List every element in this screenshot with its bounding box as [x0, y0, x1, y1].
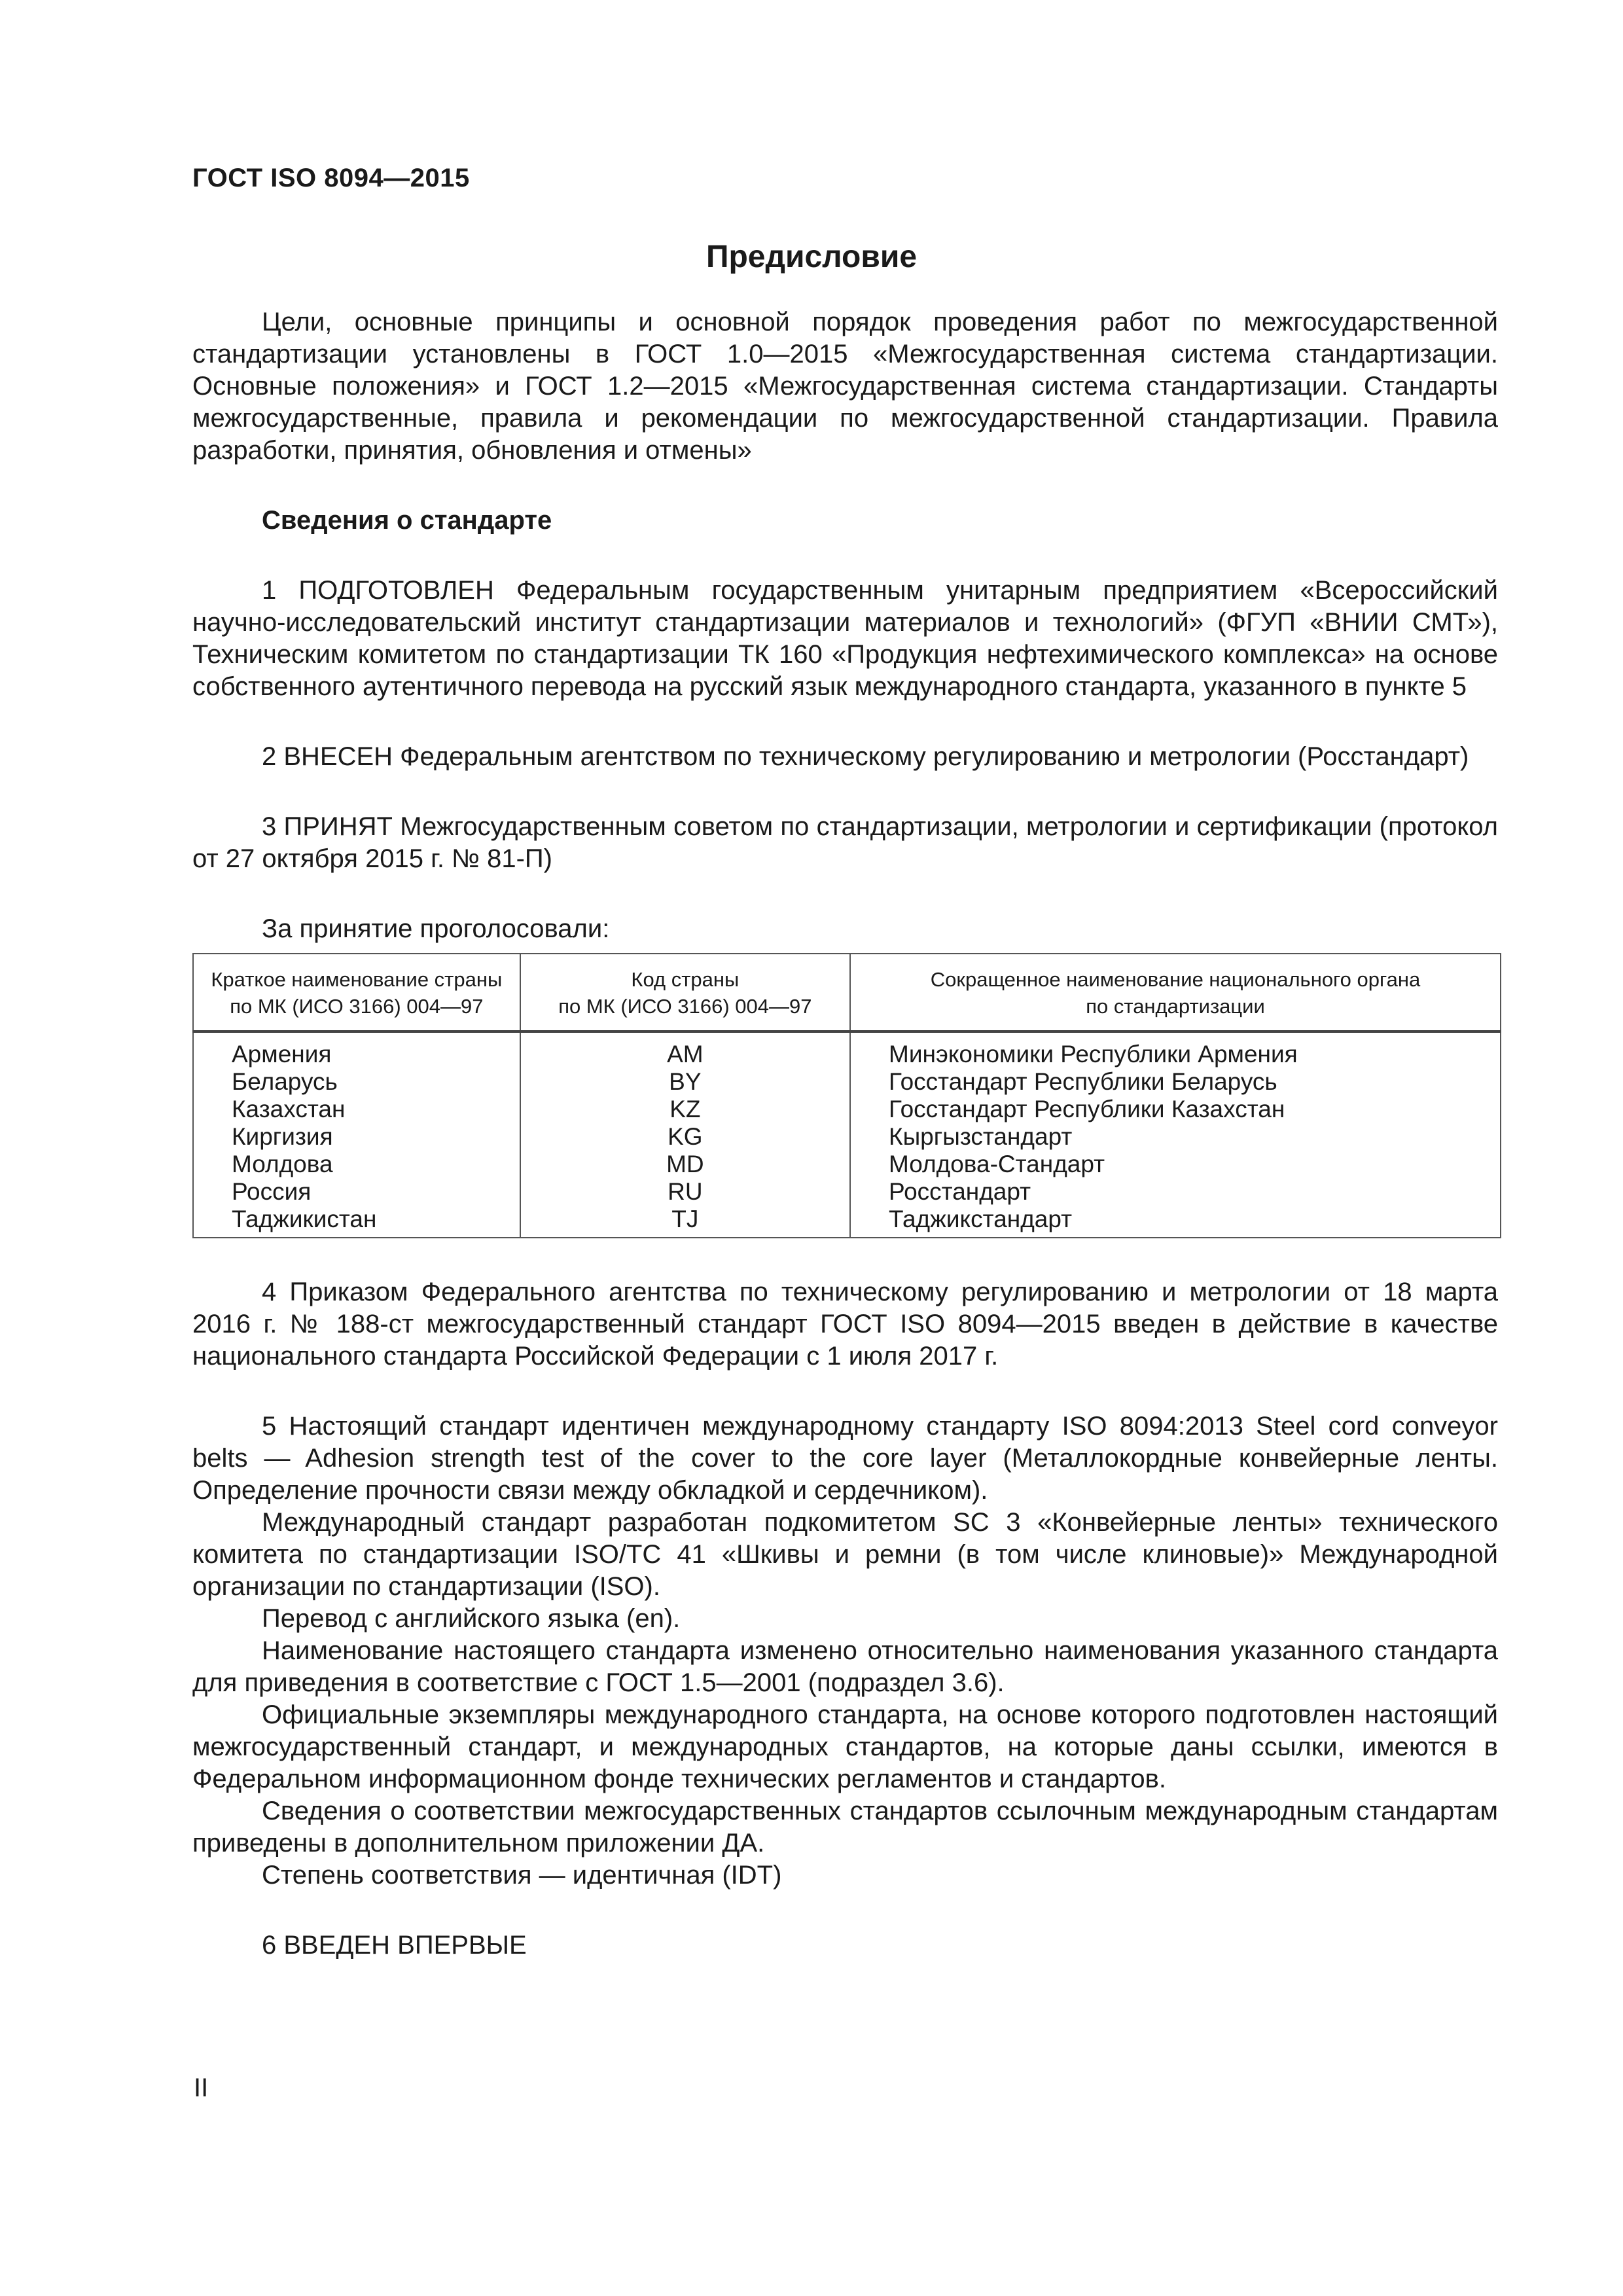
- standards-body: Молдова-Стандарт: [850, 1151, 1501, 1178]
- document-body: [192, 306, 1498, 1962]
- item-5-translation-paragraph: Перевод с английского языка (en).: [262, 1604, 681, 1633]
- table-row: [193, 1206, 1501, 1238]
- standards-body: Госстандарт Республики Казахстан: [850, 1096, 1501, 1123]
- standards-body: Минэкономики Республики Армения: [850, 1031, 1501, 1068]
- country-name: Армения: [193, 1031, 520, 1068]
- country-code: AM: [520, 1031, 850, 1068]
- item-5-annex-paragraph: Сведения о соответствии межгосударственных стандартов ссылочным международным стандартам приведены в дополнительном приложении ДА.: [192, 1797, 1498, 1857]
- item-2-paragraph: 2 ВНЕСЕН Федеральным агентством по техническому регулированию и метрологии (Росстандарт): [262, 742, 1469, 771]
- standards-body: Росстандарт: [850, 1178, 1501, 1206]
- country-code: BY: [520, 1068, 850, 1096]
- table-row: [193, 1096, 1501, 1123]
- item-5-copies-paragraph: Официальные экземпляры международного стандарта, на основе которого подготовлен настоящий межгосударственный стандарт, и международных стандартов, на которые даны ссылки, имеются в Федеральном информационном фонде технических регламентов и стандартов.: [192, 1700, 1498, 1793]
- intro-paragraph: Цели, основные принципы и основной порядок проведения работ по межгосударственной стандартизации установлены в ГОСТ 1.0—2015 «Межгосударственная система стандартизации. Основные положения» и ГОСТ 1.2—2015 «Межгосударственная система стандартизации. Стандарты межгосударственные, правила и рекомендации по межгосударственной стандартизации. Правила разработки, принятия, обновления и отмены»: [192, 308, 1498, 465]
- country-code: MD: [520, 1151, 850, 1178]
- section-heading: Сведения о стандарте: [262, 506, 552, 535]
- country-name: Киргизия: [193, 1123, 520, 1151]
- item-5-title-change-paragraph: Наименование настоящего стандарта изменено относительно наименования указанного стандарта для приведения в соответствие с ГОСТ 1.5—2001 (подраздел 3.6).: [192, 1636, 1498, 1697]
- page-number: II: [194, 2073, 209, 2102]
- country-name: Казахстан: [193, 1096, 520, 1123]
- item-5-paragraph: 5 Настоящий стандарт идентичен международному стандарту ISO 8094:2013 Steel cord conveyor belts — Adhesion strength test of the cover to the core layer (Металлокордные конвейерные ленты. Определение прочности связи между обкладкой и сердечником).: [192, 1412, 1498, 1505]
- country-name: Россия: [193, 1178, 520, 1206]
- item-1-paragraph: 1 ПОДГОТОВЛЕН Федеральным государственным унитарным предприятием «Всероссийский научно-исследовательский институт стандартизации материалов и технологий» (ФГУП «ВНИИ СМТ»), Техническим комитетом по стандартизации ТК 160 «Продукция нефтехимического комплекса» на основе собственного аутентичного перевода на русский язык международного стандарта, указанного в пункте 5: [192, 576, 1498, 701]
- item-5-conformity-paragraph: Степень соответствия — идентичная (IDT): [262, 1861, 782, 1890]
- standards-body: Госстандарт Республики Беларусь: [850, 1068, 1501, 1096]
- item-4-paragraph: 4 Приказом Федерального агентства по техническому регулированию и метрологии от 18 марта 2016 г. № 188-ст межгосударственный стандарт ГОСТ ISO 8094—2015 введен в действие в качестве национального стандарта Российской Федерации с 1 июля 2017 г.: [192, 1278, 1498, 1371]
- voting-countries-table: [192, 953, 1501, 1238]
- table-row: [193, 1178, 1501, 1206]
- table-row: [193, 1068, 1501, 1096]
- country-code: RU: [520, 1178, 850, 1206]
- table-header-body: Сокращенное наименование национального органа по стандартизации: [850, 954, 1501, 1031]
- table-header-country: Краткое наименование страны по МК (ИСО 3166) 004—97: [193, 954, 520, 1031]
- country-name: Молдова: [193, 1151, 520, 1178]
- page-title: Предисловие: [705, 240, 918, 274]
- document-code-header: ГОСТ ISO 8094—2015: [192, 164, 470, 192]
- country-name: Таджикистан: [193, 1206, 520, 1238]
- table-header-row: [193, 954, 1501, 1031]
- country-name: Беларусь: [193, 1068, 520, 1096]
- standards-body: Кыргызстандарт: [850, 1123, 1501, 1151]
- table-header-code: Код страны по МК (ИСО 3166) 004—97: [520, 954, 850, 1031]
- vote-caption: За принятие проголосовали:: [262, 914, 610, 943]
- country-code: TJ: [520, 1206, 850, 1238]
- country-code: KG: [520, 1123, 850, 1151]
- table-row: [193, 1151, 1501, 1178]
- standards-body: Таджикстандарт: [850, 1206, 1501, 1238]
- item-3-paragraph: 3 ПРИНЯТ Межгосударственным советом по стандартизации, метрологии и сертификации (протокол от 27 октября 2015 г. № 81-П): [192, 812, 1498, 873]
- table-row: [193, 1123, 1501, 1151]
- country-code: KZ: [520, 1096, 850, 1123]
- item-6-paragraph: 6 ВВЕДЕН ВПЕРВЫЕ: [262, 1931, 527, 1960]
- item-5-developer-paragraph: Международный стандарт разработан подкомитетом SC 3 «Конвейерные ленты» технического комитета по стандартизации ISO/TC 41 «Шкивы и ремни (в том числе клиновые)» Международной организации по стандартизации (ISO).: [192, 1508, 1498, 1601]
- table-row: [193, 1031, 1501, 1068]
